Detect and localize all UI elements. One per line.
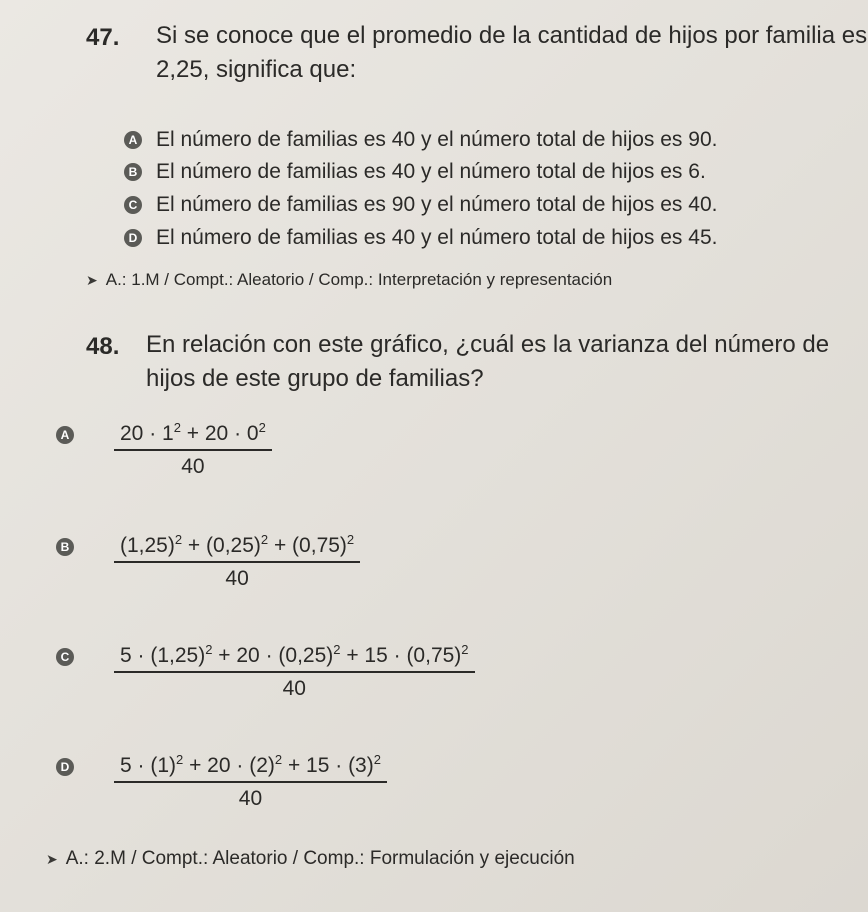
option-letter-badge: B <box>56 538 74 556</box>
q47-option-b[interactable] <box>124 160 706 184</box>
option-letter-badge: D <box>56 758 74 776</box>
q47-option-c[interactable] <box>124 193 717 217</box>
question-47-text <box>156 19 867 87</box>
question-48-text <box>146 328 829 396</box>
denominator: 40 <box>181 455 205 478</box>
fraction <box>114 532 360 591</box>
option-text: El número de familias es 40 y el número total de hijos es 90. <box>156 128 718 151</box>
option-letter-badge: A <box>124 131 142 149</box>
meta-text: A.: 1.M / Compt.: Aleatorio / Comp.: Interpretación y representación <box>105 270 613 289</box>
numerator: $5 \cdot (1)^2 + 20 \cdot (2)^2 + 15 \cdot (3)^2$ <box>114 752 387 783</box>
option-text: El número de familias es 90 y el número total de hijos es 40. <box>156 193 718 216</box>
numerator: $20 \cdot 1^2 + 20 \cdot 0^2$ <box>114 420 272 451</box>
denominator: 40 <box>238 787 263 810</box>
denominator: 40 <box>225 567 249 590</box>
q47-meta <box>86 270 612 290</box>
fraction <box>114 420 272 479</box>
meta-text: A.: 2.M / Compt.: Aleatorio / Comp.: Formulación y ejecución <box>65 848 575 869</box>
q48-option-d[interactable] <box>56 752 387 811</box>
option-letter-badge: A <box>56 426 74 444</box>
arrow-right-icon: ➤ <box>46 850 58 867</box>
q48-option-b[interactable] <box>56 532 360 591</box>
fraction <box>114 752 387 811</box>
numerator: $5 \cdot (1,25)^2 + 20 \cdot (0,25)^2 + 15 \cdot (0,75)^2$ <box>114 642 475 673</box>
option-letter-badge: B <box>124 163 142 181</box>
denominator: 40 <box>282 677 306 700</box>
q48-option-c[interactable] <box>56 642 475 701</box>
option-text: El número de familias es 40 y el número total de hijos es 6. <box>156 160 706 183</box>
option-text: El número de familias es 40 y el número total de hijos es 45. <box>156 226 718 249</box>
q48-meta <box>46 848 575 870</box>
question-47-line-1: Si se conoce que el promedio de la cantidad de hijos por familia es <box>156 22 868 49</box>
question-47-number: 47. <box>86 24 120 51</box>
q47-option-d[interactable] <box>124 226 717 250</box>
numerator: $(1,25)^2 + (0,25)^2 + (0,75)^2$ <box>114 532 360 563</box>
option-letter-badge: C <box>56 648 74 666</box>
question-47-line-2: 2,25, significa que: <box>156 56 357 83</box>
question-48-line-1: En relación con este gráfico, ¿cuál es la varianza del número de <box>146 331 830 358</box>
q48-option-a[interactable] <box>56 420 272 479</box>
fraction <box>114 642 475 701</box>
option-letter-badge: C <box>124 196 142 214</box>
question-48-line-2: hijos de este grupo de familias? <box>146 365 484 392</box>
question-48-number: 48. <box>86 333 120 360</box>
option-letter-badge: D <box>124 229 142 247</box>
q47-option-a[interactable] <box>124 128 717 152</box>
arrow-right-icon: ➤ <box>86 271 98 288</box>
